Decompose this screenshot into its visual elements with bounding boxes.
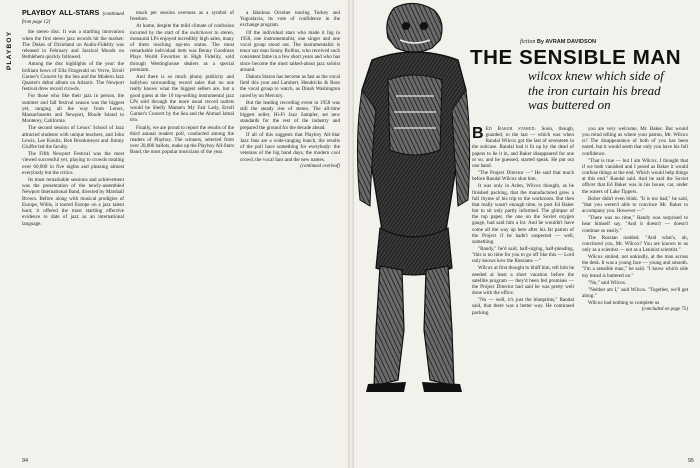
paragraph: Among the disc highlights of the year: the brilliant bows of Ella Fitzgerald on Verve, Erroll Garner's Concert by the Sea and the Modern Jazz Quartet's debut album on Atlantic. The Newport festival drew record crowds.: [22, 61, 124, 93]
paragraph: At home, despite the mild climate of confusion incurred by the start of the switchover to stereo, monaural LPs enjoyed incredibly high sales, many of them reaching top-ten status. The most remarkable individual item was Benny Goodman Plays World Favorites in High Fidelity, sold through Westinghouse dealers as a special premium.: [130, 23, 234, 73]
fiction-byline: [520, 39, 596, 45]
paragraph: It was only in Arlen, Wilcox thought, as he finished packing, that the manufactured grew a full rhyme of his trip to the workroom. But then that really wasn't enough time, to post Ed Baker but to sit only partly informed. The glimpse of the top paper, the one on the Soviet oxygen gauge, had said him a lot. And he wouldn't have come all the way up here after his fat patron of the Project if he hadn't suspected — well, something.: [472, 183, 574, 245]
paragraph: Bober didn't even blink. "It is too bad," he said, "that you weren't able to convince Mr. Baker to accompany you. However —": [582, 195, 688, 215]
lead-in: Ed Baker stared.: [485, 126, 537, 132]
concluded-note: (concluded on page 75): [641, 307, 688, 313]
section-heading: [22, 10, 124, 26]
paragraph: you are very welcome, Mr. Baker. But would you mind telling us where your patron, Mr. Wilcox is? The disappearance of both of you has been noted, but it would seem that only you have his full confidence.: [582, 126, 688, 157]
paragraph: "No — well, it's just the blueprints," Randal said, that there was a better way. He continued packing.: [472, 297, 574, 316]
paragraph: "Neither am I," said Wilcox. "Together, we'll get along.": [582, 286, 688, 300]
paragraph: And there is so much phony publicity and ballyhoo surrounding record sales that no one really knows what the biggest sellers are, but a good guess at the 10 top-selling instrumental jazz LPs sold through the more usual record outlets would be Shelly Manne's My Fair Lady, Erroll Garner's Concert by the Sea and the Ahmad Jamal trio.: [130, 74, 234, 124]
paragraph: "There was no time," Randy was surprised to hear himself say. "And it doesn't — doesn't continue so easily.": [582, 215, 688, 234]
author-byline: By AVRAM DAVIDSON: [536, 39, 597, 45]
page-number-left: 94: [22, 458, 29, 464]
paragraph: Of the individual stars who made it big in 1958, one instrumentalist, one singer and one vocal group stood out. The instrumentalist is tenor sax man Sonny Rollins, who received such consistent fame in a few short years and who has since become the most talked-about jazz soloist around.: [240, 29, 340, 73]
paragraph: "No," said Wilcox.: [588, 279, 627, 286]
robot-figure-illustration: [354, 0, 472, 392]
drop-cap: B: [472, 126, 484, 142]
lead-text: Soon, though, guarded, to the last — which was when Randal Wilcox got the last of seventeen in the suitcase. Randal had it lit up by the dead of papers to lie it in, and Baker disappeared for one or so, and he guessed, started speak. He put out one hand.: [472, 126, 574, 169]
paragraph: Wilcox had nothing to complete us: [588, 300, 660, 307]
continued-overleaf-note: (continued overleaf): [300, 163, 340, 169]
paragraph: The second session of Lenox' School of Jazz attracted students with unique teachers, and John Lewis, Lee Konitz, Bob Brookmeyer and Jimmy Giuffre led the faculty.: [22, 125, 124, 151]
paragraph: The Russian nodded. "And what's, uh, convinced you, Mr. Wilcox? You are known to us only as a scientist — not as a Leninist scientist.": [582, 234, 688, 253]
lead-paragraph: [472, 126, 574, 169]
heading-text: PLAYBOY ALL-STARS: [22, 10, 100, 17]
fiction-label: fiction: [520, 39, 536, 45]
continued-from-note: (continued from page 12): [22, 12, 124, 26]
paragraph: But the leading recording event in 1958 was still the steady rise of stereo. The all-time biggest seller, Hi-Fi Jazz Sampler, set new standards for the rest of the industry and prepared the ground for the decade ahead.: [240, 99, 340, 131]
paragraph: "The Project Director —" He said that much before Randal Wilcox shut him.: [472, 170, 574, 183]
paragraph: much per session overseas as a symbol of freedom.: [130, 10, 234, 23]
paragraph: For those who like their jazz in person, the summer and fall festival season was the biggest yet, ranging all the way from Lenox, Massachusetts and Newport, Rhode Island to Monterey, California.: [22, 93, 124, 125]
paragraph: Finally, we are proud to report the results of the third annual readers poll, conducted among the readers of Playboy. The winners, selected from over 20,000 ballots, make up the Playboy All-Stars Band, the most popular musicians of the year.: [130, 124, 234, 156]
paragraph: a fabulous October touring Turkey and Yugoslavia, its vote of confidence in the exchange program.: [240, 10, 340, 29]
right-column-2: [582, 126, 688, 452]
paragraph: Wilcox smiled, not unkindly, at the man across the desk. It was a young face — young and smooth. "I'm a sensible man," he said. "I know which side my bread is buttered on.": [582, 254, 688, 279]
paragraph: "Randy," he'd said, half-urging, half-pleading, "this is no time for you to go off like this — Lord only knows how the Russians —": [472, 245, 574, 265]
paragraph: "That is true — but I am Wilcox. I thought that if we both vanished and I posed as Baker it would confuse things at the end. Which would help things at this end." Randal said. And he said the Soviet officer that Ed Baker was in his house, car, under the waters of Lake Tippers.: [582, 157, 688, 195]
story-subtitle: wilcox knew which side of the iron curtain his bread was buttered on: [528, 68, 664, 112]
story-title: THE SENSIBLE MAN: [470, 46, 682, 69]
paragraph: Wilcox at first thought to bluff him, tell him he needed at least a short vacation before the satellite program — they'd been fed promises — the Project Director had said he was pretty well done with the office.: [472, 265, 574, 297]
paragraph: Its most remarkable sessions and achievement was the presentation of the newly-assembled Newport International Band, directed by Marshall Brown. Before along with musical prodigies of Europe, Willis, it toured Europe on a jazz talent hunt; it offered the most startling effective evidence to date of jazz as an international language.: [22, 177, 124, 227]
left-column-1: [22, 10, 124, 450]
paragraph: Dakota Staton has become as fast as the vocal field this year and Lambert, Hendricks & Ross the vocal group to watch, as Dinah Washington raced by on Mercury.: [240, 74, 340, 99]
left-column-2: [130, 10, 234, 450]
left-column-3: [240, 10, 340, 450]
paragraph: the stereo disc. It was a startling innovation when the first stereo jazz records hit the market: The Dukes of Dixieland on Audio-Fidelity was released in February and Jazzical Moods on Bethlehem quickly followed.: [22, 29, 124, 61]
right-column-1: [472, 126, 574, 452]
paragraph: If all of this suggests that Playboy All-Star Jazz fans are a wide-ranging bunch, the results of the poll have something for everybody: the veterans of the big band days, the modern cool crowd, the vocal fans and the new names.: [240, 131, 340, 163]
page-number-right: 95: [687, 458, 694, 464]
paragraph: The Fifth Newport Festival was the most viewed successful yet, playing to crowds totaling over 60,000 in five nights and pleasing almost everybody but the critics.: [22, 151, 124, 176]
magazine-side-label: PLAYBOY: [6, 30, 13, 70]
